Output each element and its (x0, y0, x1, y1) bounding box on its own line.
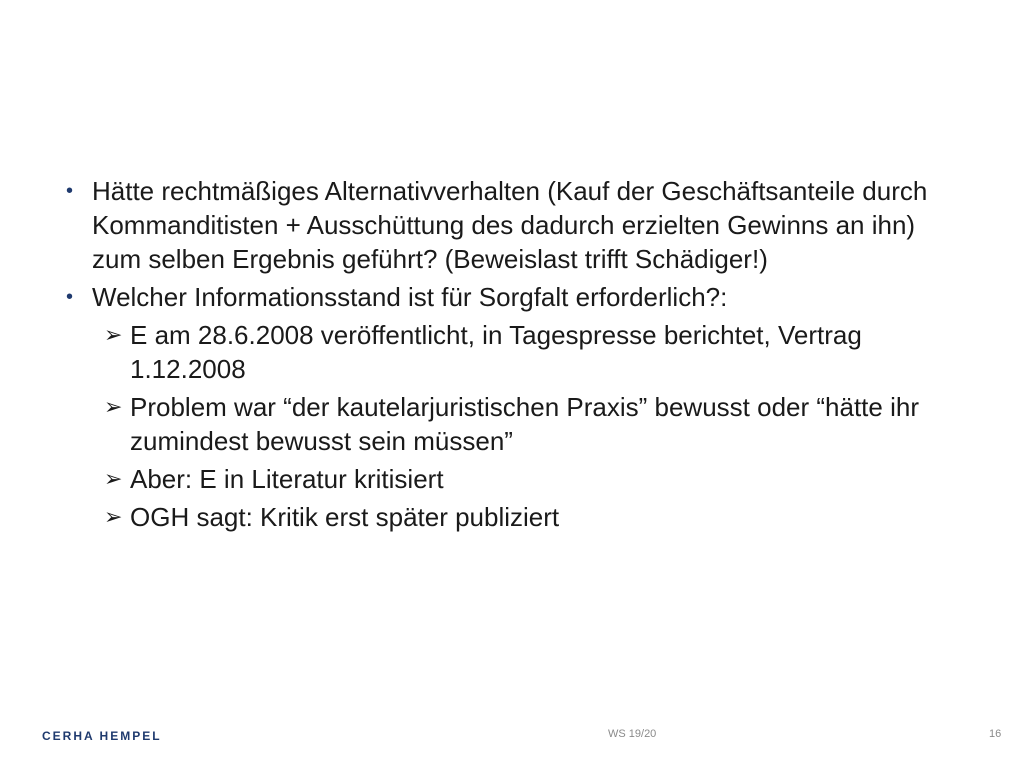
arrow-bullet-icon: ➢ (104, 504, 123, 529)
subbullet-text: E am 28.6.2008 veröffentlicht, in Tagespresse berichtet, Vertrag 1.12.2008 (130, 320, 862, 384)
bullet-item-1 (62, 174, 962, 276)
slide-body (62, 174, 962, 538)
bullet-text: Hätte rechtmäßiges Alternativverhalten (Kauf der Geschäftsanteile durch Kommanditisten + Ausschüttung des dadurch erzielten Gewinns an ihn) zum selben Ergebnis geführt? (Beweislast trifft Schädiger!) (92, 176, 928, 274)
arrow-bullet-icon: ➢ (104, 466, 123, 491)
subbullet-item-1 (62, 318, 962, 386)
bullet-marker: • (66, 180, 74, 202)
subbullet-item-2 (62, 390, 962, 458)
footer-term: WS 19/20 (608, 728, 657, 740)
subbullet-text: Problem war “der kautelarjuristischen Praxis” bewusst oder “hätte ihr zumindest bewusst sein müssen” (130, 392, 919, 456)
subbullet-text: OGH sagt: Kritik erst später publiziert (130, 502, 560, 532)
bullet-text: Welcher Informationsstand ist für Sorgfalt erforderlich?: (92, 282, 728, 312)
page-number: 16 (989, 728, 1002, 740)
subbullet-item-4 (62, 500, 962, 534)
bullet-marker: • (66, 286, 74, 308)
bullet-item-2 (62, 280, 962, 314)
arrow-bullet-icon: ➢ (104, 394, 123, 419)
subbullet-item-3 (62, 462, 962, 496)
arrow-bullet-icon: ➢ (104, 322, 123, 347)
company-logo: CERHA HEMPEL (42, 729, 162, 743)
subbullet-text: Aber: E in Literatur kritisiert (130, 464, 444, 494)
